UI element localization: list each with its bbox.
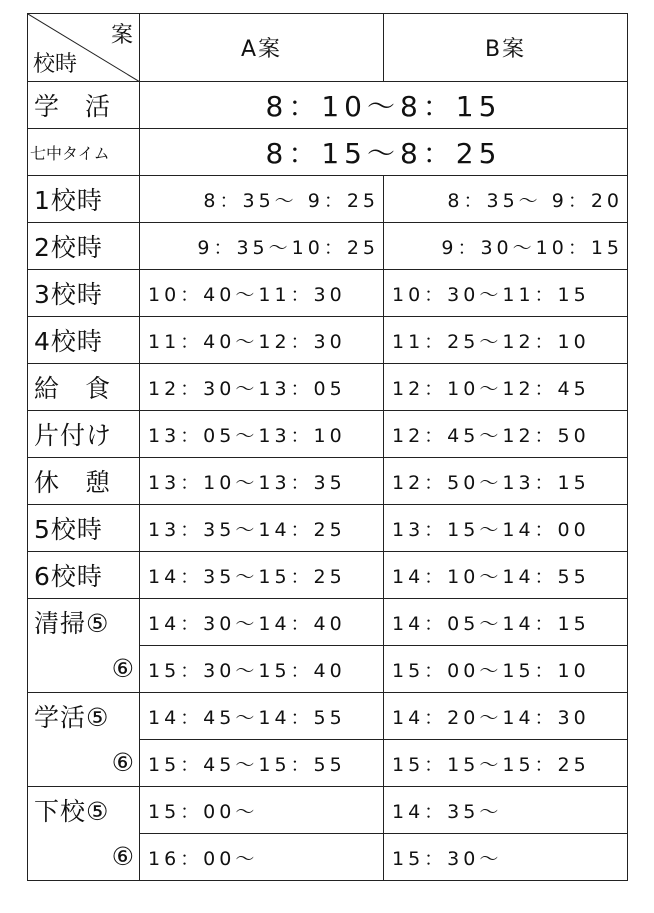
time-plan-a: 16：00〜 [140, 834, 384, 881]
row-label: 5校時 [28, 505, 140, 552]
time-plan-b: 9：30〜10：15 [384, 223, 628, 270]
row-label: 下校⑤ [28, 787, 140, 834]
row-label: 6校時 [28, 552, 140, 599]
row-sublabel: ⑥ [28, 834, 140, 881]
time-plan-b: 14：35〜 [384, 787, 628, 834]
header-row [28, 14, 628, 82]
time-plan-b: 15：30〜 [384, 834, 628, 881]
row-sublabel: ⑥ [28, 646, 140, 693]
row-label: 休憩 [28, 458, 140, 505]
row-dismissal-5 [28, 787, 628, 834]
time-plan-a: 14：30〜14：40 [140, 599, 384, 646]
row-cleanup [28, 411, 628, 458]
row-period-5 [28, 505, 628, 552]
header-plan-b: B案 [384, 14, 628, 82]
time-plan-a: 10：40〜11：30 [140, 270, 384, 317]
time-plan-b: 13：15〜14：00 [384, 505, 628, 552]
row-homeroom-6 [28, 740, 628, 787]
row-cleaning-6 [28, 646, 628, 693]
time-plan-b: 12：10〜12：45 [384, 364, 628, 411]
corner-label-period: 校時 [33, 52, 78, 77]
time-plan-a: 11：40〜12：30 [140, 317, 384, 364]
row-sublabel: ⑥ [28, 740, 140, 787]
time-plan-a: 15：45〜15：55 [140, 740, 384, 787]
time-plan-b: 10：30〜11：15 [384, 270, 628, 317]
header-plan-a: A案 [140, 14, 384, 82]
schedule-sheet [27, 13, 627, 881]
row-label: 4校時 [28, 317, 140, 364]
time-plan-b: 15：15〜15：25 [384, 740, 628, 787]
row-period-4 [28, 317, 628, 364]
row-label: 学活⑤ [28, 693, 140, 740]
row-label: 2校時 [28, 223, 140, 270]
row-period-6 [28, 552, 628, 599]
time-plan-b: 8：35〜 9：20 [384, 176, 628, 223]
time-plan-a: 13：10〜13：35 [140, 458, 384, 505]
row-cleaning-5 [28, 599, 628, 646]
row-label: 七中タイム [28, 129, 140, 176]
time-plan-a: 13：05〜13：10 [140, 411, 384, 458]
row-homeroom-5 [28, 693, 628, 740]
corner-cell [28, 14, 140, 82]
merged-time: 8：15〜8：25 [140, 129, 628, 176]
row-nanachu-time [28, 129, 628, 176]
row-period-3 [28, 270, 628, 317]
row-label: 1校時 [28, 176, 140, 223]
time-plan-a: 15：00〜 [140, 787, 384, 834]
time-plan-b: 14：10〜14：55 [384, 552, 628, 599]
time-plan-a: 8：35〜 9：25 [140, 176, 384, 223]
time-plan-b: 14：05〜14：15 [384, 599, 628, 646]
time-plan-a: 12：30〜13：05 [140, 364, 384, 411]
time-plan-b: 14：20〜14：30 [384, 693, 628, 740]
row-label: 給食 [28, 364, 140, 411]
time-plan-b: 12：45〜12：50 [384, 411, 628, 458]
row-lunch [28, 364, 628, 411]
merged-time: 8：10〜8：15 [140, 82, 628, 129]
schedule-table [27, 13, 628, 881]
row-label: 3校時 [28, 270, 140, 317]
row-label: 清掃⑤ [28, 599, 140, 646]
time-plan-a: 15：30〜15：40 [140, 646, 384, 693]
row-period-1 [28, 176, 628, 223]
row-dismissal-6 [28, 834, 628, 881]
time-plan-a: 14：35〜15：25 [140, 552, 384, 599]
row-label: 片付け [28, 411, 140, 458]
row-period-2 [28, 223, 628, 270]
time-plan-b: 15：00〜15：10 [384, 646, 628, 693]
row-label: 学活 [28, 82, 140, 129]
time-plan-a: 14：45〜14：55 [140, 693, 384, 740]
row-break [28, 458, 628, 505]
time-plan-b: 11：25〜12：10 [384, 317, 628, 364]
time-plan-a: 9：35〜10：25 [140, 223, 384, 270]
corner-label-plan: 案 [110, 23, 133, 48]
time-plan-b: 12：50〜13：15 [384, 458, 628, 505]
time-plan-a: 13：35〜14：25 [140, 505, 384, 552]
row-gakkatsu-morning [28, 82, 628, 129]
